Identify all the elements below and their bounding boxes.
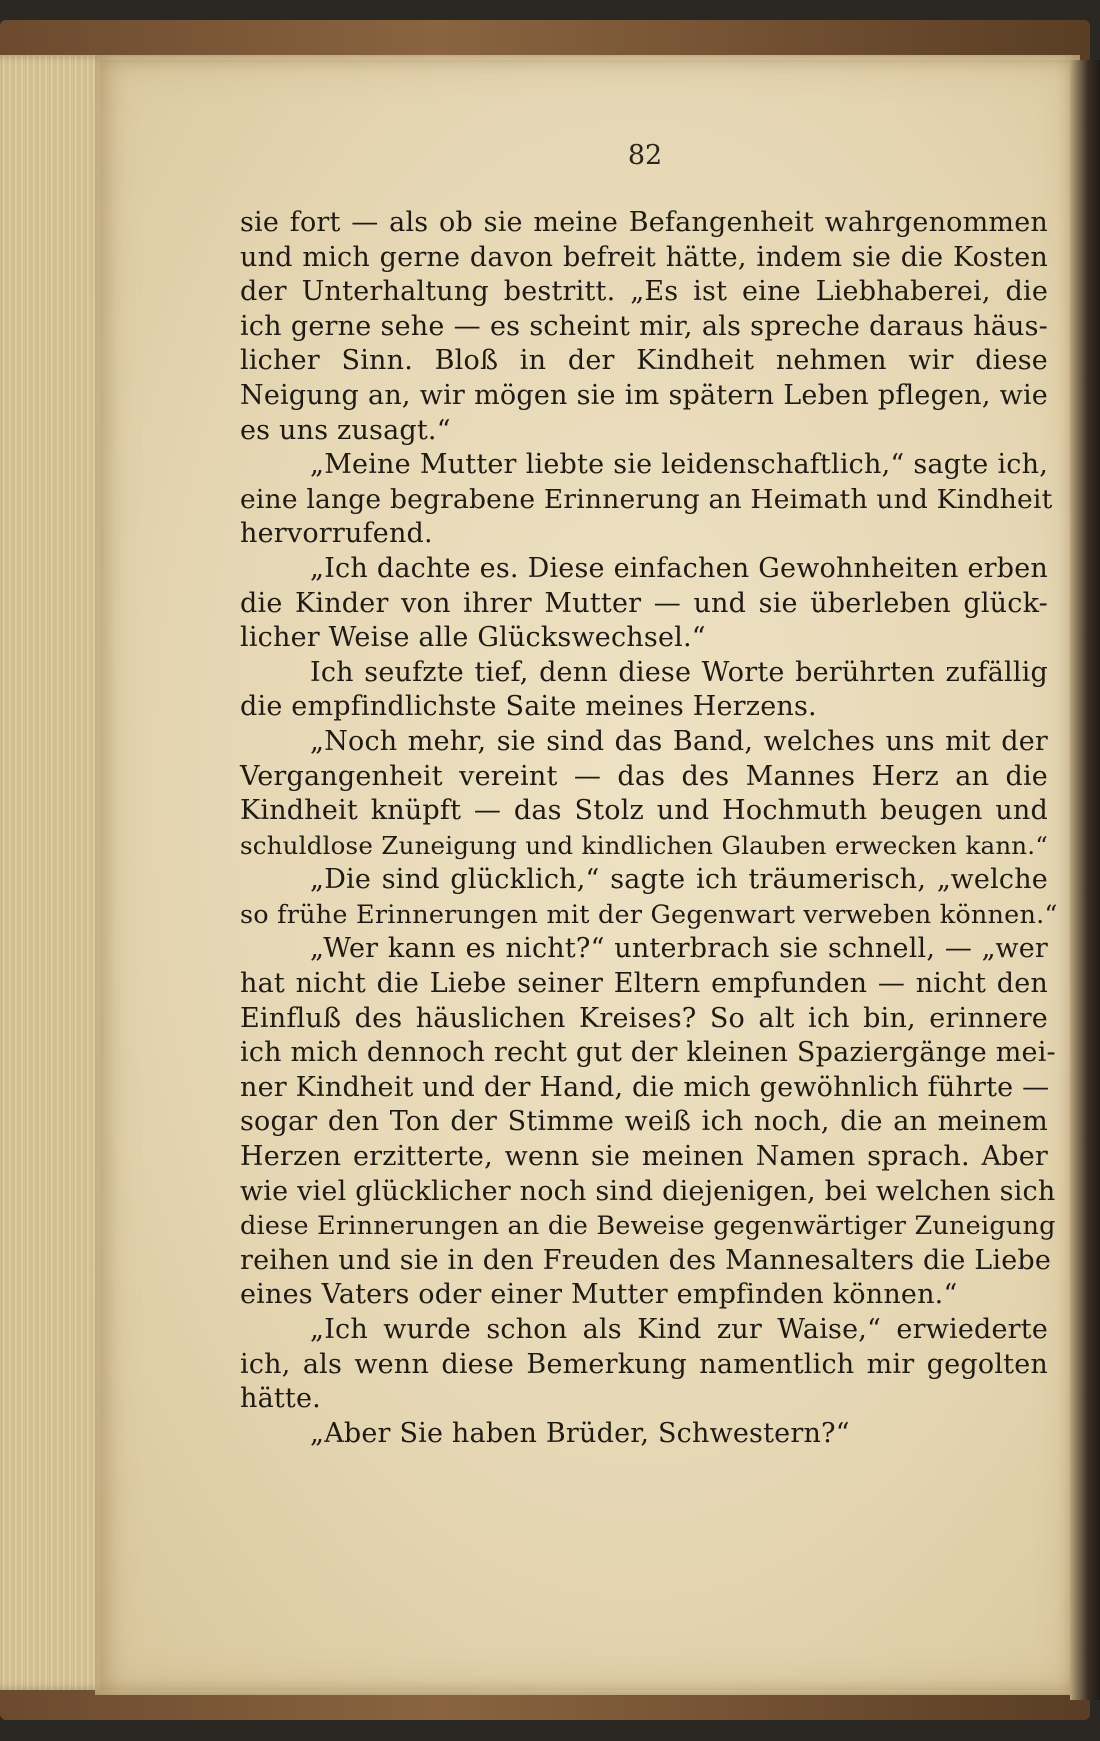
text-line: der Unterhaltung bestritt. „Es ist eine Liebhaberei, die bbox=[240, 276, 1048, 308]
text-line: „Ich wurde schon als Kind zur Waise,“ erwiederte bbox=[310, 1314, 1048, 1345]
text-line: licher Sinn. Bloß in der Kindheit nehmen wir diese bbox=[240, 345, 1048, 377]
body-text bbox=[240, 206, 1058, 1451]
text-line: „Wer kann es nicht?“ unterbrach sie schnell, — „wer bbox=[310, 933, 1048, 965]
text-line: ner Kindheit und der Hand, die mich gewöhnlich führte — bbox=[240, 1071, 1050, 1103]
text-line: sie fort — als ob sie meine Befangenheit wahrgenommen bbox=[240, 207, 1048, 238]
text-line: schuldlose Zuneigung und kindlichen Glauben erwecken kann.“ bbox=[240, 830, 1048, 860]
text-line: diese Erinnerungen an die Beweise gegenwärtiger Zuneigung bbox=[240, 1211, 1056, 1242]
text-line: Herzen erzitterte, wenn sie meinen Namen sprach. Aber bbox=[240, 1141, 1048, 1173]
text-line: Kindheit knüpft — das Stolz und Hochmuth beugen und bbox=[240, 795, 1048, 827]
text-line: die empfindlichste Saite meines Herzens. bbox=[240, 691, 817, 723]
text-line: eines Vaters oder einer Mutter empfinden können.“ bbox=[240, 1279, 958, 1311]
text-line: und mich gerne davon befreit hätte, indem sie die Kosten bbox=[240, 241, 1048, 273]
text-line: „Aber Sie haben Brüder, Schwestern?“ bbox=[310, 1417, 850, 1449]
text-line: wie viel glücklicher noch sind diejenigen, bei welchen sich bbox=[240, 1175, 1056, 1207]
text-line: „Meine Mutter liebte sie leidenschaftlich,“ sagte ich, bbox=[310, 449, 1048, 481]
text-line: „Noch mehr, sie sind das Band, welches uns mit der bbox=[310, 725, 1048, 757]
text-line: „Die sind glücklich,“ sagte ich träumerisch, „welche bbox=[310, 864, 1048, 896]
page-number: 82 bbox=[627, 140, 663, 171]
text-line: die Kinder von ihrer Mutter — und sie überleben glück- bbox=[240, 587, 1048, 619]
text-line: so frühe Erinnerungen mit der Gegenwart verweben können.“ bbox=[240, 899, 1058, 930]
book-right-edge bbox=[1070, 60, 1100, 1700]
text-line: sogar den Ton der Stimme weiß ich noch, die an meinem bbox=[240, 1106, 1048, 1138]
text-line: eine lange begrabene Erinnerung an Heimath und Kindheit bbox=[240, 483, 1053, 515]
text-line: Ich seufzte tief, denn diese Worte berührten zufällig bbox=[310, 656, 1048, 688]
text-line: ich mich dennoch recht gut der kleinen Spaziergänge mei- bbox=[240, 1037, 1056, 1069]
text-line: Einfluß des häuslichen Kreises? So alt ich bin, erinnere bbox=[240, 1002, 1048, 1034]
text-line: Vergangenheit vereint — das des Mannes Herz an die bbox=[240, 760, 1048, 792]
text-line: hervorrufend. bbox=[240, 518, 433, 550]
text-line: hätte. bbox=[240, 1383, 321, 1415]
text-line: Neigung an, wir mögen sie im spätern Leben pflegen, wie bbox=[240, 379, 1048, 411]
text-line: „Ich dachte es. Diese einfachen Gewohnheiten erben bbox=[310, 552, 1048, 584]
text-line: ich, als wenn diese Bemerkung namentlich mir gegolten bbox=[240, 1348, 1048, 1380]
text-line: licher Weise alle Glückswechsel.“ bbox=[240, 622, 706, 654]
text-line: es uns zusagt.“ bbox=[240, 414, 451, 446]
text-line: ich gerne sehe — es scheint mir, als spreche daraus häus- bbox=[240, 310, 1048, 342]
page-stack-edges bbox=[0, 55, 110, 1690]
text-line: hat nicht die Liebe seiner Eltern empfunden — nicht den bbox=[240, 968, 1048, 1000]
text-line: reihen und sie in den Freuden des Mannesalters die Liebe bbox=[240, 1244, 1052, 1276]
